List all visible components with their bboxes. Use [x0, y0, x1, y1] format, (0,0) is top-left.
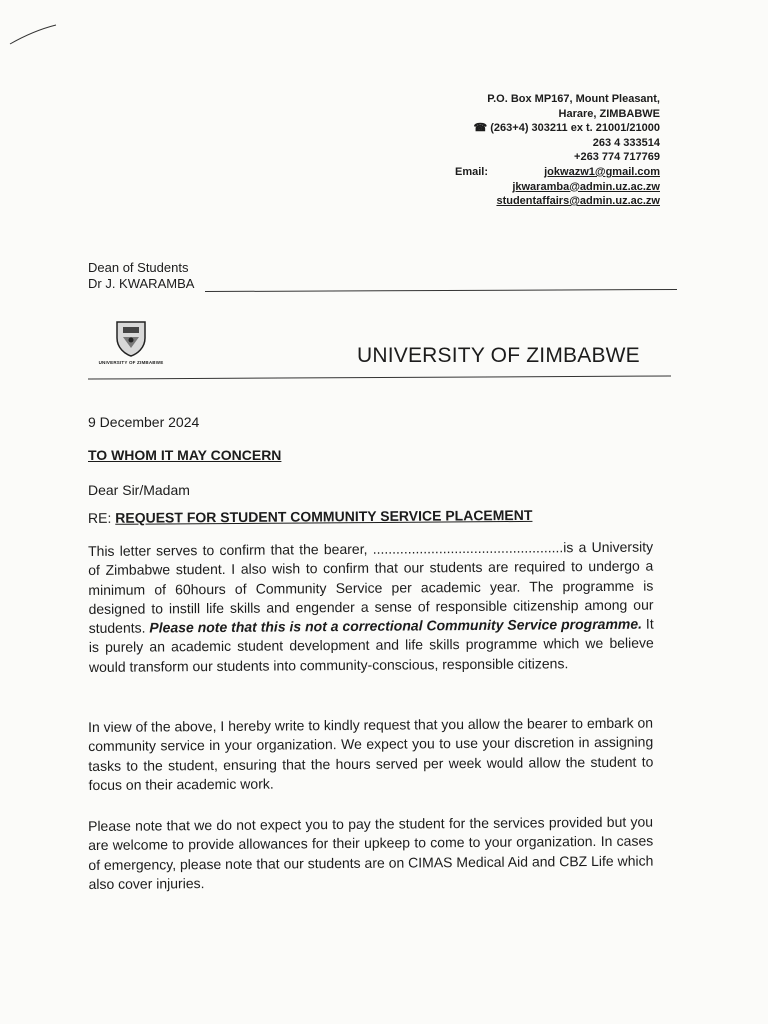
salutation: Dear Sir/Madam — [88, 482, 190, 498]
phone-line-3: +263 774 717769 — [574, 151, 660, 164]
email-link-3[interactable]: studentaffairs@admin.uz.ac.zw — [496, 195, 660, 208]
address-line-1: P.O. Box MP167, Mount Pleasant, — [487, 93, 660, 105]
header-divider-bottom — [88, 375, 671, 379]
university-name-heading: UNIVERSITY OF ZIMBABWE — [357, 344, 640, 367]
paragraph-1-part-a: This letter serves to confirm that the bearer, .................................................is a University of Zimbabwe student. I also wish to confirm that our students are required to undergo a minimum of 60hours of Community Service per academic year. The programme is designed to instill life skills and engender a sense of responsible citizenship among our students. — [88, 538, 654, 637]
email-link-2[interactable]: jkwaramba@admin.uz.ac.zw — [512, 180, 660, 193]
email-row-1 — [455, 165, 660, 180]
email-label: Email: — [455, 165, 489, 178]
sender-address-block — [455, 92, 660, 209]
address-line-2: Harare, ZIMBABWE — [558, 107, 660, 120]
logo-caption: UNIVERSITY OF ZIMBABWE — [98, 360, 164, 365]
body-paragraph-1 — [88, 538, 654, 678]
email-link-1[interactable]: jokwazw1@gmail.com — [544, 165, 660, 178]
phone-line-2: 263 4 333514 — [592, 136, 660, 149]
subject-prefix: RE: — [87, 509, 116, 526]
body-paragraph-3: Please note that we do not expect you to pay the student for the services provided but you are welcome to provide allowances for their upkeep to come to your organization. In cases of emergency, please note that our students are on CIMAS Medical Aid and CBZ Life which also cover injuries. — [88, 813, 654, 892]
telephone-icon: ☎ — [473, 122, 488, 135]
letter-date: 9 December 2024 — [88, 414, 200, 430]
subject-line — [88, 507, 533, 526]
paragraph-1-emphasis: Please note that this is not a correctional Community Service programme. — [149, 615, 643, 636]
header-divider-top — [205, 289, 677, 292]
university-crest-icon — [111, 318, 151, 358]
sender-title: Dean of Students — [88, 260, 189, 275]
sender-name: Dr J. KWARAMBA — [88, 276, 195, 291]
phone-line-1 — [455, 121, 660, 136]
university-logo — [96, 318, 166, 365]
phone-number-1: (263+4) 303211 ex t. 21001/21000 — [490, 122, 660, 135]
body-paragraph-2: In view of the above, I hereby write to kindly request that you allow the bearer to embark on community service in your organization. We expect you to use your discretion in assigning tasks to the student, ensuring that the hours served per week would allow the student to focus on their academic work. — [88, 714, 654, 793]
paragraph-1-part-b: It is purely an academic student development and life skills programme which we believe would transform our students into community-conscious, responsible citizens. — [88, 615, 654, 675]
addressee-heading: TO WHOM IT MAY CONCERN — [88, 447, 282, 463]
scan-pen-mark — [8, 22, 58, 46]
subject-text: REQUEST FOR STUDENT COMMUNITY SERVICE PLACEMENT — [115, 506, 533, 526]
sender-block — [88, 260, 194, 292]
